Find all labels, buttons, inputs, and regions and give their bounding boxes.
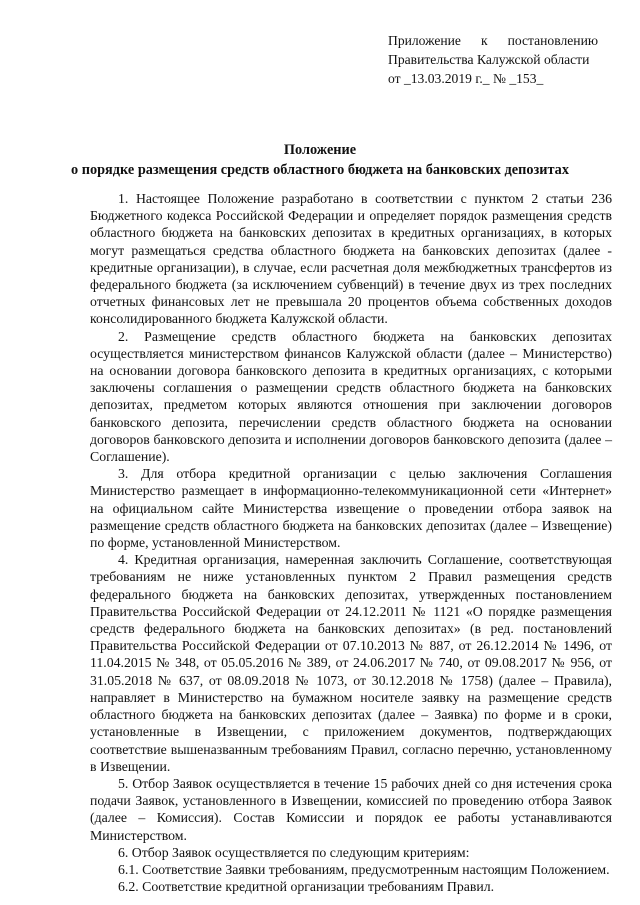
- header-line-1: [388, 31, 598, 50]
- paragraph-3: 3. Для отбора кредитной организации с целью заключения Соглашения Министерство размещает в информационно-телекоммуникационной сети «Интернет» на официальном сайте Министерства извещение о проведении отбора заявок на размещение средств областного бюджета на банковских депозитах (далее – Извещение) по форме, установленной Министерством.: [90, 466, 612, 551]
- header-line-3: от _13.03.2019 г._ № _153_: [388, 71, 544, 86]
- paragraph-6-2: 6.2. Соответствие кредитной организации требованиям Правил.: [118, 879, 495, 895]
- title-line-1: Положение: [283, 142, 357, 158]
- header-word-to: к: [480, 33, 488, 48]
- paragraph-2: 2. Размещение средств областного бюджета на банковских депозитах осуществляется министерством финансов Калужской области (далее – Министерство) на основании договора банковского депозита в кредитных организациях, с которыми заключены соглашения о размещении средств областного бюджета на банковских депозитах, предметом которых являются отношения при заключении договоров банковского депозита, перечислении средств областного бюджета на основании договоров банковского депозита и исполнении договоров банковского депозита (далее – Соглашение).: [90, 328, 612, 465]
- document-title: [0, 140, 640, 180]
- paragraph-6: 6. Отбор Заявок осуществляется по следующим критериям:: [118, 844, 470, 860]
- header-word-resolution: постановлению: [507, 33, 598, 48]
- header-word-appendix: Приложение: [388, 33, 461, 48]
- paragraph-6-1: 6.1. Соответствие Заявки требованиям, предусмотренным настоящим Положением.: [118, 861, 610, 877]
- paragraph-5: 5. Отбор Заявок осуществляется в течение 15 рабочих дней со дня истечения срока подачи Заявок, установленного в Извещении, комиссией по проведению отбора Заявок (далее – Комиссия). Состав Комиссии и порядок ее работы устанавливаются Министерством.: [90, 775, 612, 843]
- header-line-2: Правительства Калужской области: [388, 52, 590, 67]
- paragraph-1: 1. Настоящее Положение разработано в соответствии с пунктом 2 статьи 236 Бюджетного кодекса Российской Федерации и определяет порядок размещения средств областного бюджета на банковских депозитах в кредитных организациях, в которых могут размещаться средства областного бюджета на банковских депозитах (далее - кредитные организации), в случае, если расчетная доля межбюджетных трансфертов из федерального бюджета (за исключением субвенций) в течение двух из трех последних отчетных финансовых лет не превышала 20 процентов объема собственных доходов консолидированного бюджета Калужской области.: [90, 191, 612, 327]
- document-body: [90, 190, 612, 895]
- paragraph-4: 4. Кредитная организация, намеренная заключить Соглашение, соответствующая требованиям не ниже установленных пунктом 2 Правил размещения средств федерального бюджета на банковских депозитах, утвержденных постановлением Правительства Российской Федерации от 24.12.2011 № 1121 «О порядке размещения средств федерального бюджета на банковских депозитах» (в ред. постановлений Правительства Российской Федерации от 07.10.2013 № 887, от 26.12.2014 № 1496, от 11.04.2015 № 348, от 05.05.2016 № 389, от 24.06.2017 № 740, от 09.08.2017 № 956, от 31.05.2018 № 637, от 08.09.2018 № 1073, от 30.12.2018 № 1758) (далее – Правила), направляет в Министерство на бумажном носителе заявку на размещение средств областного бюджета на банковских депозитах (далее – Заявка) по форме и в сроки, установленные в Извещении, с приложением документов, подтверждающих соответствие вышеназванным требованиям Правил, согласно перечню, установленному в Извещении.: [90, 552, 612, 774]
- title-line-2: о порядке размещения средств областного бюджета на банковских депозитах: [71, 162, 569, 178]
- appendix-header: [388, 31, 598, 88]
